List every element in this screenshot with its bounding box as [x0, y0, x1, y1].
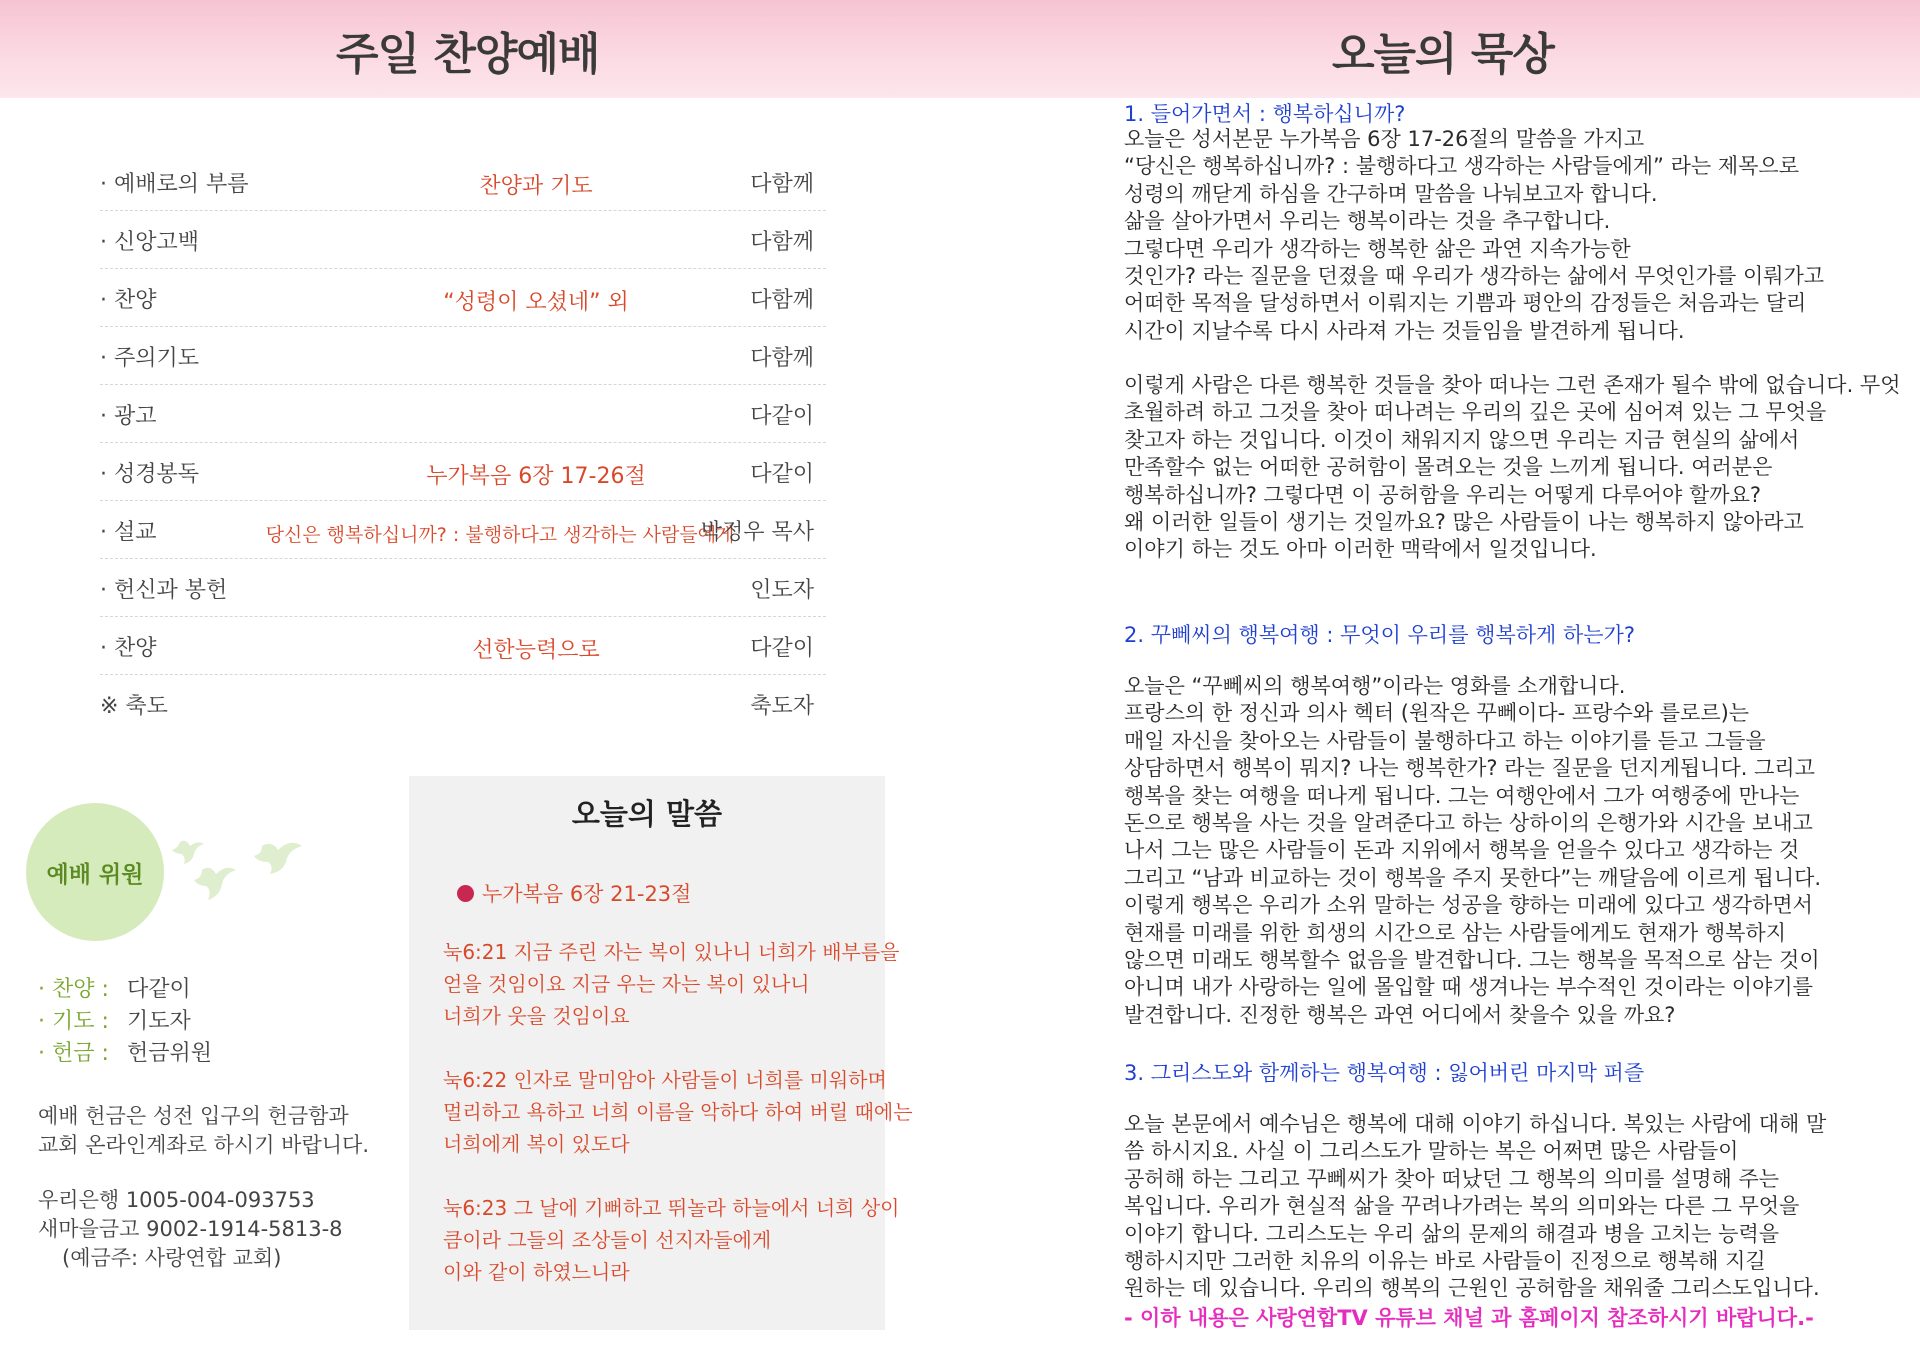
- order-label: · 설교: [100, 520, 157, 545]
- meditation-line: 것인가? 라는 질문을 던졌을 때 우리가 생각하는 삶에서 무엇인가를 이뤄가고: [1124, 264, 1825, 289]
- order-leader: 다함께: [750, 288, 814, 313]
- order-leader: 다함께: [750, 230, 814, 255]
- order-label: · 신앙고백: [100, 230, 199, 255]
- order-leader: 다같이: [750, 404, 814, 429]
- meditation-line: 이렇게 사람은 다른 행복한 것들을 찾아 떠나는 그런 존재가 될수 밖에 없습니다. 무엇: [1124, 373, 1901, 397]
- order-row: [100, 617, 826, 675]
- order-label: · 광고: [100, 404, 157, 429]
- order-leader: 다같이: [750, 462, 814, 487]
- order-row: [100, 501, 826, 559]
- meditation-line: 행복을 찾는 여행을 떠나게 됩니다. 그는 여행안에서 그가 여행중에 만나는: [1124, 783, 1800, 808]
- staff-item: [38, 1036, 212, 1068]
- meditation-line: 행하시지만 그러한 치유의 이유는 바로 사람들이 진정으로 행복해 지길: [1124, 1249, 1766, 1274]
- meditation-line: 초월하려 하고 그것을 찾아 떠나려는 우리의 깊은 곳에 심어져 있는 그 무엇을: [1124, 400, 1827, 425]
- offering-note-line: 예배 헌금은 성전 입구의 헌금함과: [38, 1104, 349, 1128]
- todays-word-title: 오늘의 말씀: [571, 797, 723, 831]
- order-label: · 찬양: [100, 636, 157, 661]
- meditation-line: 행복하십니까? 그렇다면 이 공허함을 우리는 어떻게 다루어야 할까요?: [1124, 482, 1762, 507]
- account-holder-line: (예금주: 사랑연합 교회): [62, 1246, 282, 1270]
- meditation-line: “당신은 행복하십니까? : 불행하다고 생각하는 사람들에게” 라는 제목으로: [1124, 154, 1799, 179]
- verse-line: 얻을 것임이요 지금 우는 자는 복이 있나니: [443, 972, 810, 996]
- meditation-line: 이야기 합니다. 그리스도는 우리 삶의 문제의 해결과 병을 고치는 능력을: [1124, 1221, 1780, 1246]
- order-row: [100, 675, 826, 732]
- order-label: · 찬양: [100, 288, 157, 313]
- meditation-line: 왜 이러한 일들이 생기는 것일까요? 많은 사람들이 나는 행복하지 않아라고: [1124, 510, 1804, 535]
- order-label: ※ 축도: [100, 694, 168, 719]
- meditation-line: 이야기 하는 것도 아마 이러한 맥락에서 일것입니다.: [1124, 537, 1597, 562]
- staff-name: 기도자: [127, 1009, 191, 1034]
- order-leader: 다함께: [750, 172, 814, 197]
- meditation-heading-1: 1. 들어가면서 : 행복하십니까?: [1124, 102, 1406, 126]
- doves-icon: [172, 832, 322, 912]
- order-leader: 다함께: [750, 346, 814, 371]
- scripture-reference: [457, 878, 691, 908]
- verse-line: 눅6:23 그 날에 기뻐하고 뛰놀라 하늘에서 너희 상이: [443, 1196, 900, 1220]
- meditation-heading-2: 2. 꾸뻬씨의 행복여행 : 무엇이 우리를 행복하게 하는가?: [1124, 623, 1635, 647]
- meditation-line: 오늘은 성서본문 누가복음 6장 17-26절의 말씀을 가지고: [1124, 127, 1645, 151]
- order-detail: 누가복음 6장 17-26절: [426, 464, 646, 489]
- order-row: [100, 327, 826, 385]
- meditation-line: 원하는 데 있습니다. 우리의 행복의 근원인 공허함을 채워줄 그리스도입니다.: [1124, 1276, 1820, 1301]
- order-row: [100, 443, 826, 501]
- staff-name: 헌금위원: [127, 1041, 213, 1066]
- scripture-reference-text: 누가복음 6장 21-23절: [482, 882, 692, 906]
- meditation-line: 어떠한 목적을 달성하면서 이뤄지는 기쁨과 평안의 감정들은 처음과는 달리: [1124, 291, 1807, 316]
- meditation-line: 아니며 내가 사랑하는 일에 몰입할 때 생겨나는 부수적인 것이라는 이야기를: [1124, 975, 1813, 1000]
- order-leader: 박정우 목사: [700, 520, 814, 545]
- meditation-line: 발견합니다. 진정한 행복은 과연 어디에서 찾을수 있을 까요?: [1124, 1002, 1676, 1027]
- meditation-line: 성령의 깨닫게 하심을 간구하며 말씀을 나눠보고자 합니다.: [1124, 181, 1658, 206]
- meditation-line: 매일 자신을 찾아오는 사람들이 불행하다고 하는 이야기를 듣고 그들을: [1124, 728, 1766, 753]
- verse-line: 눅6:21 지금 주린 자는 복이 있나니 너희가 배부름을: [443, 940, 900, 964]
- verse-line: 너희에게 복이 있도다: [443, 1132, 630, 1156]
- meditation-line: 그리고 “남과 비교하는 것이 행복을 주지 못한다”는 깨달음에 이르게 됩니다.: [1124, 865, 1822, 890]
- bullet-dot-icon: [457, 885, 474, 902]
- meditation-paragraph-3: [1124, 673, 1920, 1029]
- verse-line: 이와 같이 하였느니라: [443, 1260, 630, 1284]
- meditation-heading-3: 3. 그리스도와 함께하는 행복여행 : 잃어버린 마지막 퍼즐: [1124, 1061, 1645, 1085]
- closing-note: - 이하 내용은 사랑연합TV 유튜브 채널 과 홈페이지 참조하시기 바랍니다.-: [1124, 1306, 1814, 1330]
- meditation-line: 돈으로 행복을 사는 것을 알려준다고 하는 상하이의 은행가와 시간을 보내고: [1124, 811, 1813, 836]
- order-leader: 다같이: [750, 636, 814, 661]
- order-detail: 찬양과 기도: [479, 174, 593, 199]
- meditation-line: 오늘은 “꾸뻬씨의 행복여행”이라는 영화를 소개합니다.: [1124, 674, 1626, 698]
- order-row: [100, 153, 826, 211]
- staff-title: 예배 위원: [46, 862, 144, 888]
- meditation-line: 않으면 미래도 행복할수 없음을 발견합니다. 그는 행복을 목적으로 삼는 것이: [1124, 948, 1820, 973]
- staff-list: [38, 972, 212, 1068]
- meditation-line: 이렇게 행복은 우리가 소위 말하는 성공을 향하는 미래에 있다고 생각하면서: [1124, 893, 1813, 918]
- staff-role: · 헌금 :: [38, 1041, 109, 1066]
- verse-line: 멀리하고 욕하고 너희 이름을 악하다 하여 버릴 때에는: [443, 1100, 913, 1124]
- meditation-line: 시간이 지날수록 다시 사라져 가는 것들임을 발견하게 됩니다.: [1124, 318, 1685, 343]
- order-row: [100, 269, 826, 327]
- staff-item: [38, 1004, 212, 1036]
- order-detail: “성령이 오셨네” 외: [443, 290, 629, 315]
- verse-block: [443, 1064, 923, 1160]
- order-label: · 예배로의 부름: [100, 172, 249, 197]
- staff-role: · 찬양 :: [38, 977, 109, 1002]
- meditation-line: 상담하면서 행복이 뭐지? 나는 행복한가? 라는 질문을 던지게됩니다. 그리고: [1124, 756, 1815, 781]
- page-title-meditation: 오늘의 묵상: [1332, 29, 1554, 80]
- page-title-worship: 주일 찬양예배: [336, 29, 600, 80]
- meditation-line: 공허해 하는 그리고 꾸뻬씨가 찾아 떠났던 그 행복의 의미를 설명해 주는: [1124, 1166, 1780, 1191]
- meditation-line: 오늘 본문에서 예수님은 행복에 대해 이야기 하십니다. 복있는 사람에 대해 말: [1124, 1112, 1827, 1136]
- meditation-paragraph-1: [1124, 126, 1920, 345]
- verse-block: [443, 1192, 923, 1288]
- meditation-line: 만족할수 없는 어떠한 공허함이 몰려오는 것을 느끼게 됩니다. 여러분은: [1124, 455, 1773, 480]
- verse-line: 큼이라 그들의 조상들이 선지자들에게: [443, 1228, 772, 1252]
- header-band: [0, 0, 1920, 98]
- offering-note: [38, 1102, 369, 1160]
- order-label: · 주의기도: [100, 346, 199, 371]
- order-label: · 헌신과 봉헌: [100, 578, 228, 603]
- meditation-paragraph-2: [1124, 372, 1920, 564]
- order-detail: 당신은 행복하십니까? : 불행하다고 생각하는 사람들에게: [265, 524, 735, 546]
- order-row: [100, 211, 826, 269]
- verse-line: 너희가 웃을 것임이요: [443, 1004, 630, 1028]
- staff-role: · 기도 :: [38, 1009, 109, 1034]
- meditation-line: 삶을 살아가면서 우리는 행복이라는 것을 추구합니다.: [1124, 209, 1611, 234]
- verse-line: 눅6:22 인자로 말미암아 사람들이 너희를 미워하며: [443, 1068, 887, 1092]
- meditation-line: 프랑스의 한 정신과 의사 헥터 (원작은 꾸뻬이다- 프랑수와 를로르)는: [1124, 701, 1750, 726]
- meditation-line: 그렇다면 우리가 생각하는 행복한 삶은 과연 지속가능한: [1124, 236, 1631, 261]
- order-leader: 축도자: [750, 694, 814, 719]
- bank-account-line: 새마을금고 9002-1914-5813-8: [38, 1217, 343, 1241]
- bank-account-line: 우리은행 1005-004-093753: [38, 1188, 315, 1212]
- offering-note-line: 교회 온라인계좌로 하시기 바랍니다.: [38, 1133, 369, 1157]
- order-row: [100, 385, 826, 443]
- order-label: · 성경봉독: [100, 462, 199, 487]
- meditation-line: 현재를 미래를 위한 희생의 시간으로 삼는 사람들에게도 현재가 행복하지: [1124, 920, 1786, 945]
- meditation-line: 나서 그는 많은 사람들이 돈과 지위에서 행복을 얻을수 있다고 생각하는 것: [1124, 838, 1800, 863]
- todays-word-box: [409, 776, 913, 1330]
- verse-block: [443, 936, 923, 1032]
- meditation-paragraph-4: [1124, 1111, 1920, 1303]
- meditation-line: 씀 하시지요. 사실 이 그리스도가 말하는 복은 어쩌면 많은 사람들이: [1124, 1139, 1739, 1164]
- order-detail: 선한능력으로: [472, 638, 600, 663]
- staff-name: 다같이: [127, 977, 191, 1002]
- meditation-line: 찾고자 하는 것입니다. 이것이 채워지지 않으면 우리는 지금 현실의 삶에서: [1124, 427, 1800, 452]
- order-row: [100, 559, 826, 617]
- bank-accounts: [38, 1186, 343, 1273]
- staff-item: [38, 972, 212, 1004]
- order-of-worship: [100, 153, 826, 732]
- order-leader: 인도자: [750, 578, 814, 603]
- meditation-line: 복입니다. 우리가 현실적 삶을 꾸려나가려는 복의 의미와는 다른 그 무엇을: [1124, 1194, 1800, 1219]
